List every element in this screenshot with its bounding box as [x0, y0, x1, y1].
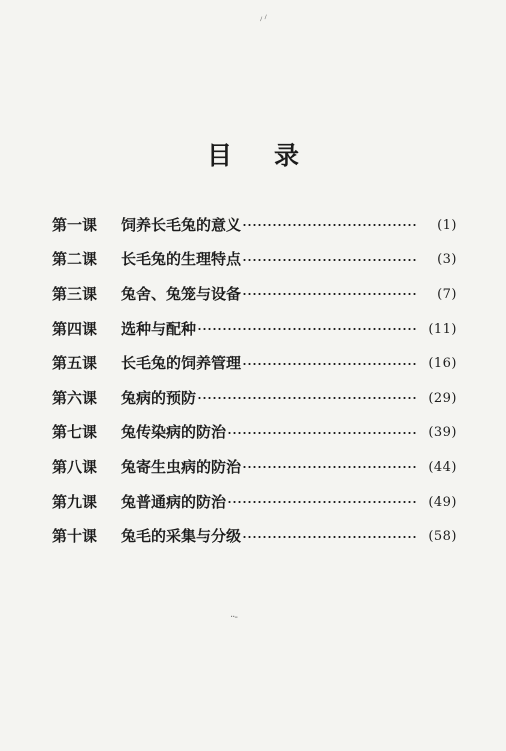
toc-entry-7: [52, 416, 457, 451]
toc-entry-5: [52, 346, 457, 381]
lesson-title: 兔毛的采集与分级: [121, 527, 242, 546]
lesson-title: 长毛兔的生理特点: [121, 250, 242, 269]
dot-leader: [242, 257, 418, 263]
lesson-number: 第五课: [52, 354, 98, 373]
page-number: (16): [428, 356, 457, 372]
page-title: [0, 136, 506, 170]
page-number: (3): [437, 252, 457, 268]
lesson-title: 长毛兔的饲养管理: [121, 354, 242, 373]
lesson-title: 兔舍、兔笼与设备: [121, 284, 242, 303]
dot-leader: [197, 395, 418, 401]
dot-leader: [227, 430, 418, 436]
dot-leader: [227, 499, 418, 505]
lesson-number: 第六课: [52, 388, 98, 407]
page-number: (7): [437, 286, 457, 302]
title-char-1: 目: [206, 141, 232, 170]
lesson-title: 兔病的预防: [121, 388, 197, 407]
page-number: (1): [437, 217, 457, 233]
page-number: (44): [428, 459, 457, 475]
lesson-number: 第一课: [52, 215, 98, 234]
lesson-number: 第七课: [52, 423, 98, 442]
scan-mark-bottom: ··-: [230, 612, 237, 623]
table-of-contents: [52, 208, 457, 554]
lesson-number: 第九课: [52, 492, 98, 511]
dot-leader: [242, 361, 418, 367]
page-number: (58): [428, 529, 457, 545]
title-char-2: 录: [274, 141, 300, 170]
lesson-number: 第三课: [52, 284, 98, 303]
toc-entry-9: [52, 485, 457, 520]
page-number: (11): [428, 321, 457, 337]
scan-mark-top: ⸝⸝: [255, 9, 270, 24]
toc-entry-2: [52, 243, 457, 278]
toc-entry-4: [52, 312, 457, 347]
toc-entry-3: [52, 277, 457, 312]
dot-leader: [242, 464, 418, 470]
lesson-number: 第四课: [52, 319, 98, 338]
page-number: (49): [428, 494, 457, 510]
page-number: (29): [428, 390, 457, 406]
lesson-title: 饲养长毛兔的意义: [121, 215, 242, 234]
lesson-title: 选种与配种: [121, 319, 197, 338]
dot-leader: [197, 326, 418, 332]
dot-leader: [242, 222, 418, 228]
lesson-title: 兔传染病的防治: [121, 423, 227, 442]
lesson-number: 第八课: [52, 457, 98, 476]
toc-entry-8: [52, 450, 457, 485]
toc-entry-1: [52, 208, 457, 243]
lesson-title: 兔寄生虫病的防治: [121, 457, 242, 476]
toc-entry-6: [52, 381, 457, 416]
dot-leader: [242, 291, 418, 297]
lesson-number: 第十课: [52, 527, 98, 546]
dot-leader: [242, 534, 418, 540]
toc-entry-10: [52, 519, 457, 554]
lesson-title: 兔普通病的防治: [121, 492, 227, 511]
page-number: (39): [428, 425, 457, 441]
lesson-number: 第二课: [52, 250, 98, 269]
